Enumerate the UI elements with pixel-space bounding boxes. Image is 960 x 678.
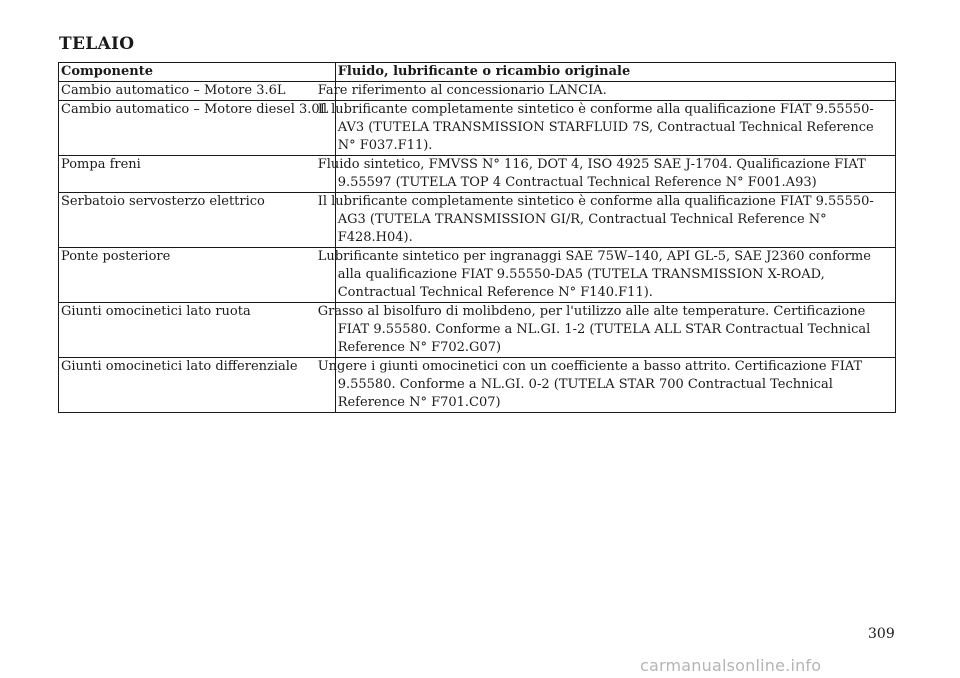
fluid-cell: Fare riferimento al concessionario LANCIA.	[335, 82, 895, 101]
component-cell: Giunti omocinetici lato differenziale	[59, 358, 336, 413]
table-row	[59, 82, 896, 101]
component-cell: Ponte posteriore	[59, 248, 336, 303]
table-row	[59, 156, 896, 193]
table-row	[59, 248, 896, 303]
header-fluid: Fluido, lubrificante o ricambio originale	[335, 63, 895, 82]
fluid-cell: Il lubrificante completamente sintetico è conforme alla qualificazione FIAT 9.55550-AV3 (TUTELA TRANSMISSION STARFLUID 7S, Contractual Technical Reference N° F037.F11).	[335, 101, 895, 156]
table-row	[59, 303, 896, 358]
header-component: Componente	[59, 63, 336, 82]
table-row	[59, 193, 896, 248]
component-cell: Giunti omocinetici lato ruota	[59, 303, 336, 358]
fluid-cell: Lubrificante sintetico per ingranaggi SAE 75W–140, API GL-5, SAE J2360 conforme alla qualificazione FIAT 9.55550-DA5 (TUTELA TRANSMISSION X-ROAD, Contractual Technical Reference N° F140.F11).	[335, 248, 895, 303]
fluid-cell: Il lubrificante completamente sintetico è conforme alla qualificazione FIAT 9.55550-AG3 (TUTELA TRANSMISSION GI/R, Contractual Technical Reference N° F428.H04).	[335, 193, 895, 248]
table-header-row	[59, 63, 896, 82]
section-title: TELAIO	[59, 34, 135, 54]
table-row	[59, 101, 896, 156]
fluid-cell: Fluido sintetico, FMVSS N° 116, DOT 4, ISO 4925 SAE J-1704. Qualificazione FIAT 9.55597 (TUTELA TOP 4 Contractual Technical Reference N° F001.A93)	[335, 156, 895, 193]
fluid-cell: Grasso al bisolfuro di molibdeno, per l'utilizzo alle alte temperature. Certificazione FIAT 9.55580. Conforme a NL.GI. 1-2 (TUTELA ALL STAR Contractual Technical Reference N° F702.G07)	[335, 303, 895, 358]
component-cell: Pompa freni	[59, 156, 336, 193]
component-cell: Cambio automatico – Motore 3.6L	[59, 82, 336, 101]
component-cell: Serbatoio servosterzo elettrico	[59, 193, 336, 248]
fluid-cell: Ungere i giunti omocinetici con un coefficiente a basso attrito. Certificazione FIAT 9.55580. Conforme a NL.GI. 0-2 (TUTELA STAR 700 Contractual Technical Reference N° F701.C07)	[335, 358, 895, 413]
table-row	[59, 358, 896, 413]
fluids-table	[58, 62, 896, 413]
page-number: 309	[868, 626, 895, 642]
component-cell: Cambio automatico – Motore diesel 3.0L	[59, 101, 336, 156]
watermark-text: carmanualsonline.info	[640, 656, 822, 675]
